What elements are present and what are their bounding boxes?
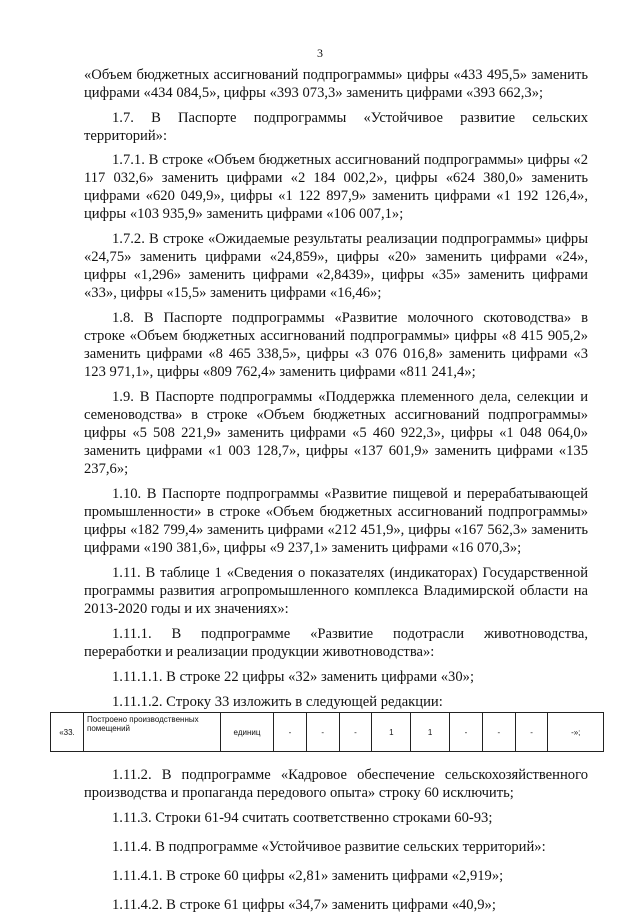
- paragraph-1-9: 1.9. В Паспорте подпрограммы «Поддержка племенного дела, селекции и семеноводства» в строке «Объем бюджетных ассигнований подпрограммы» цифры «5 508 221,9» заменить цифрами «5 460 922,3», цифры «1 048 064,0» заменить цифрами «1 003 128,7», цифры «137 601,9» заменить цифрами «135 237,6»;: [84, 389, 588, 477]
- value-cell: -: [274, 713, 307, 752]
- value-cell: 1: [372, 713, 411, 752]
- paragraph-1-10: 1.10. В Паспорте подпрограммы «Развитие пищевой и перерабатывающей промышленности» в строке «Объем бюджетных ассигнований подпрограммы» цифры «182 799,4» заменить цифрами «212 451,9», цифры «167 562,3» заменить цифрами «190 381,6», цифры «9 237,1» заменить цифрами «16 070,3»;: [84, 486, 588, 556]
- value-cell: -: [482, 713, 515, 752]
- paragraph-1-8: 1.8. В Паспорте подпрограммы «Развитие молочного скотоводства» в строке «Объем бюджетных ассигнований подпрограммы» цифры «8 415 905,2» заменить цифрами «8 465 338,5», цифры «3 076 016,8» заменить цифрами «3 123 971,1», цифры «809 762,4» заменить цифрами «811 241,4»;: [84, 310, 588, 380]
- indicator-name-cell: Построено производственных помещений: [84, 713, 221, 752]
- value-cell: -: [515, 713, 548, 752]
- row-33-table: [50, 712, 604, 752]
- value-cell: -: [450, 713, 483, 752]
- paragraph-1-7: 1.7. В Паспорте подпрограммы «Устойчивое развитие сельских территорий»:: [84, 110, 588, 144]
- paragraph-1-11-2: 1.11.2. В подпрограмме «Кадровое обеспечение сельскохозяйственного производства и пропаганда передового опыта» строку 60 исключить;: [84, 767, 588, 801]
- paragraph-1-11-4-1: 1.11.4.1. В строке 60 цифры «2,81» заменить цифрами «2,919»;: [112, 868, 504, 884]
- page-number: 3: [317, 46, 323, 60]
- paragraph-1-11: 1.11. В таблице 1 «Сведения о показателях (индикаторах) Государственной программы развития агропромышленного комплекса Владимирской области на 2013-2020 годы и их значениях»:: [84, 565, 588, 617]
- paragraph-1-11-1: 1.11.1. В подпрограмме «Развитие подотрасли животноводства, переработки и реализации продукции животноводства»:: [84, 626, 588, 660]
- unit-cell: единиц: [221, 713, 274, 752]
- value-cell: 1: [411, 713, 450, 752]
- paragraph-1-11-4-2: 1.11.4.2. В строке 61 цифры «34,7» заменить цифрами «40,9»;: [112, 897, 496, 913]
- paragraph-1-11-3: 1.11.3. Строки 61-94 считать соответственно строками 60-93;: [112, 810, 493, 826]
- row-number-cell: «33.: [51, 713, 84, 752]
- document-body: [59, 66, 588, 921]
- paragraph-1-11-4: 1.11.4. В подпрограмме «Устойчивое развитие сельских территорий»:: [112, 839, 546, 855]
- paragraph-1-11-1-1: 1.11.1.1. В строке 22 цифры «32» заменить цифрами «30»;: [112, 669, 474, 685]
- table-row: [51, 713, 604, 752]
- paragraph-1-11-1-2: 1.11.1.2. Строку 33 изложить в следующей редакции:: [112, 694, 443, 710]
- paragraph-1-7-1: 1.7.1. В строке «Объем бюджетных ассигнований подпрограммы» цифры «2 117 032,6» заменить цифрами «2 184 002,2», цифры «624 380,0» заменить цифрами «620 049,9», цифры «1 122 897,9» заменить цифрами «1 192 126,4», цифры «103 935,9» заменить цифрами «106 007,1»;: [84, 152, 588, 222]
- paragraph-1-7-2: 1.7.2. В строке «Ожидаемые результаты реализации подпрограммы» цифры «24,75» заменить цифрами «24,859», цифры «20» заменить цифрами «24», цифры «1,296» заменить цифрами «2,8439», цифры «35» заменить цифрами «33», цифры «15,5» заменить цифрами «16,46»;: [84, 231, 588, 301]
- paragraph-budget-cont: «Объем бюджетных ассигнований подпрограммы» цифры «433 495,5» заменить цифрами «434 084,5», цифры «393 073,3» заменить цифрами «393 662,3»;: [84, 67, 588, 101]
- value-cell: -: [339, 713, 372, 752]
- value-cell-last: -»;: [548, 713, 604, 752]
- value-cell: -: [306, 713, 339, 752]
